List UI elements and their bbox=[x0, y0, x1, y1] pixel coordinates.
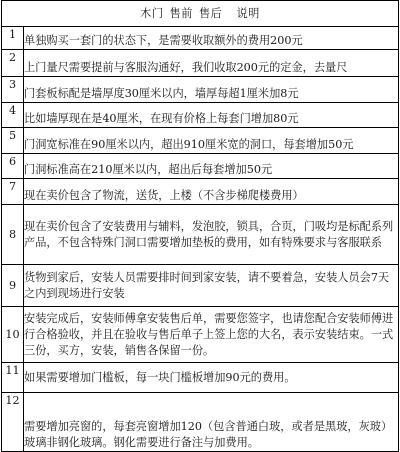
price-notes-table bbox=[1, 0, 399, 452]
row-number: 1 bbox=[2, 27, 24, 50]
row-text: 门套板标配是墙厚度30厘米以内，墙厚每超1厘米加8元 bbox=[24, 77, 399, 103]
table-row bbox=[2, 205, 399, 265]
table-row bbox=[2, 77, 399, 103]
row-number: 7 bbox=[2, 179, 24, 205]
row-number: 2 bbox=[2, 50, 24, 77]
table-row bbox=[2, 27, 399, 50]
table-row bbox=[2, 307, 399, 363]
title-word-door: 木门 bbox=[140, 6, 164, 20]
table-title bbox=[2, 1, 399, 27]
row-number: 10 bbox=[2, 307, 24, 363]
row-text: 货物到家后，安装人员需要排时间到家安装，请不要着急，安装人员会7天之内到现场进行安装 bbox=[24, 265, 399, 307]
row-number: 12 bbox=[2, 393, 24, 452]
row-number: 4 bbox=[2, 103, 24, 128]
title-word-aftersale: 售后 bbox=[198, 6, 223, 20]
table-row bbox=[2, 154, 399, 179]
row-number: 5 bbox=[2, 128, 24, 154]
table-row bbox=[2, 363, 399, 393]
row-text: 单独购买一套门的状态下，是需要收取额外的费用200元 bbox=[24, 27, 399, 50]
row-text: 比如墙厚现在是40厘米，在现有价格上每套门增加80元 bbox=[24, 103, 399, 128]
row-text: 门洞宽标准在90厘米以内，超出910厘米宽的洞口，每套增加50元 bbox=[24, 128, 399, 154]
row-number: 6 bbox=[2, 154, 24, 179]
table-row bbox=[2, 128, 399, 154]
row-text: 现在卖价包含了安装费用与辅料，发泡胶，锁具，合页，门吸均是标配系列产品，不包含特殊门洞口需要增加垫板的费用，如有特殊要求与客服联系 bbox=[24, 205, 399, 265]
row-number: 9 bbox=[2, 265, 24, 307]
row-text: 上门量尺需要提前与客服沟通好，我们收取200元的定金，去量尺 bbox=[24, 50, 399, 77]
table-row bbox=[2, 50, 399, 77]
row-text: 门洞标准高在210厘米以内，超出后每套增加50元 bbox=[24, 154, 399, 179]
row-text: 现在卖价包含了物流，送货，上楼（不含步梯爬楼费用） bbox=[24, 179, 399, 205]
row-text: 安装完成后，安装师傅拿安装售后单，需要您签字，也请您配合安装师傅进行合格验收，并且在验收与售后单子上签上您的大名，表示安装结束。一式三份，买方，安装，销售各保留一份。 bbox=[24, 307, 399, 363]
row-number: 8 bbox=[2, 205, 24, 265]
row-text: 如果需要增加门槛板，每一块门槛板增加90元的费用。 bbox=[24, 363, 399, 393]
table-row bbox=[2, 265, 399, 307]
table-row bbox=[2, 103, 399, 128]
table-row bbox=[2, 393, 399, 452]
row-number: 11 bbox=[2, 363, 24, 393]
row-number: 3 bbox=[2, 77, 24, 103]
title-row bbox=[2, 1, 399, 27]
table-row bbox=[2, 179, 399, 205]
row-text: 需要增加亮窗的，每套亮窗增加120（包含普通白玻，或者是黑玻，灰玻）玻璃非钢化玻璃。钢化需要进行备注与加费用。 bbox=[24, 393, 399, 452]
title-word-presale: 售前 bbox=[169, 6, 193, 20]
title-word-notes: 说明 bbox=[236, 6, 260, 20]
